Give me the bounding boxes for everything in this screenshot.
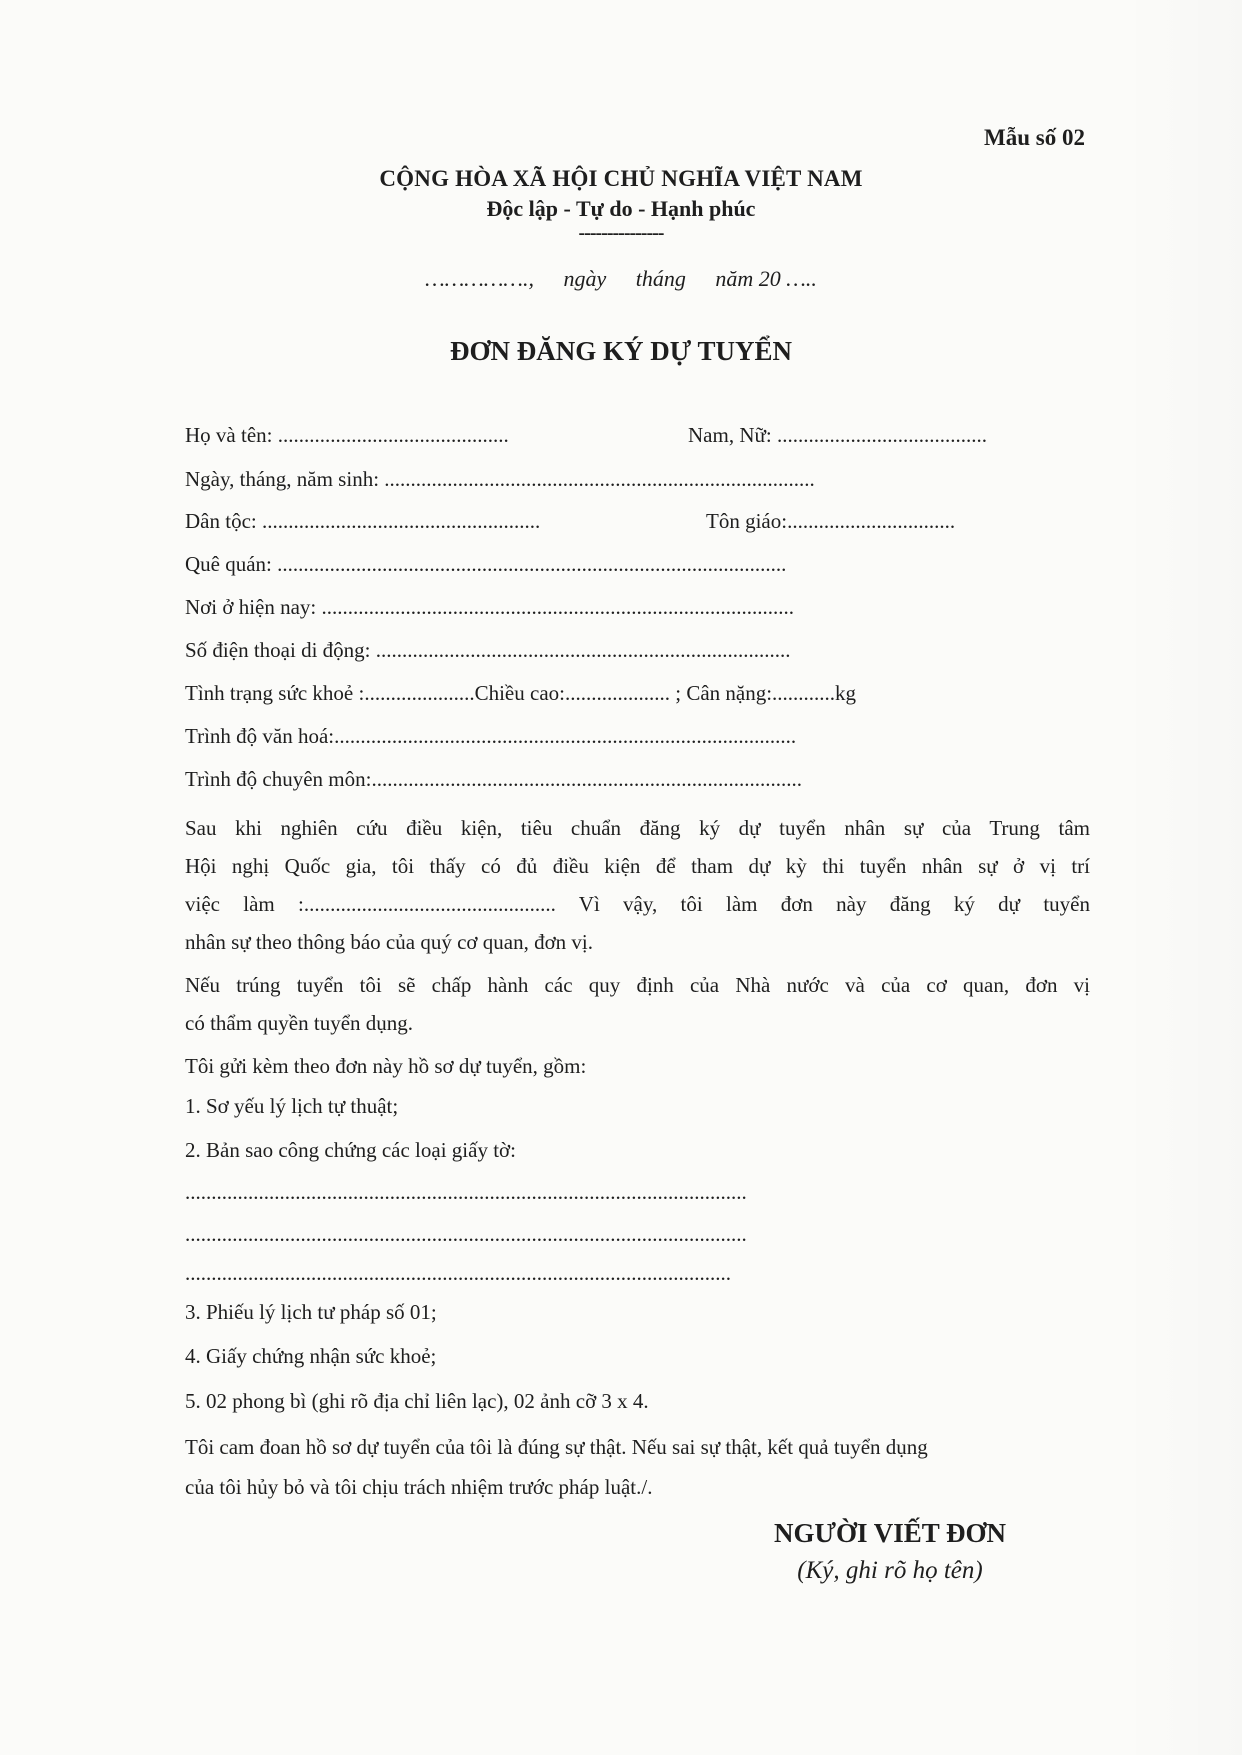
attachments-intro: Tôi gửi kèm theo đơn này hồ sơ dự tuyển, gồm: (185, 1054, 587, 1078)
national-title: CỘNG HÒA XÃ HỘI CHỦ NGHĨA VIỆT NAM (379, 166, 863, 191)
form-number: Mẫu số 02 (984, 125, 1085, 150)
field-education[interactable]: Trình độ văn hoá:........................................................................................ (185, 724, 797, 748)
field-health[interactable]: Tình trạng sức khoẻ :.....................Chiều cao:.................... ; Cân nặng:............kg (185, 681, 857, 705)
field-residence[interactable]: Nơi ở hiện nay: .......................................................................................... (185, 595, 795, 619)
attachment-item-5: 5. 02 phong bì (ghi rõ địa chỉ liên lạc), 02 ảnh cỡ 3 x 4. (185, 1389, 649, 1413)
field-birth-date[interactable]: Ngày, tháng, năm sinh: .................................................................................. (185, 467, 815, 491)
date-year: năm 20 ….. (715, 266, 817, 291)
attachment-item-3: 3. Phiếu lý lịch tư pháp số 01; (185, 1300, 437, 1324)
attachment-blank-line[interactable]: ........................................................................................................... (185, 1222, 747, 1246)
signature-title: NGƯỜI VIẾT ĐƠN (773, 1518, 1007, 1548)
field-full-name[interactable]: Họ và tên: ............................................ (185, 423, 509, 447)
date-month: tháng (635, 266, 686, 291)
field-job-position[interactable]: việc làm :................................................ Vì vậy, tôi làm đơn này đăng ký dự tuyển (185, 892, 1090, 916)
field-gender[interactable]: Nam, Nữ: ........................................ (688, 423, 987, 447)
paragraph-line: Hội nghị Quốc gia, tôi thấy có đủ điều kiện để tham dự kỳ thi tuyển nhân sự ở vị trí (185, 854, 1090, 878)
field-hometown[interactable]: Quê quán: ................................................................................................. (185, 552, 787, 576)
field-religion[interactable]: Tôn giáo:................................ (706, 509, 956, 533)
attachment-item-4: 4. Giấy chứng nhận sức khoẻ; (185, 1344, 437, 1368)
field-professional[interactable]: Trình độ chuyên môn:.................................................................................. (185, 767, 802, 791)
attachment-item-1: 1. Sơ yếu lý lịch tự thuật; (185, 1094, 399, 1118)
paragraph-line: Sau khi nghiên cứu điều kiện, tiêu chuẩn đăng ký dự tuyển nhân sự của Trung tâm (185, 816, 1090, 840)
paragraph-line: nhân sự theo thông báo của quý cơ quan, đơn vị. (185, 930, 594, 954)
header-divider: --------------- (578, 222, 664, 244)
form-title: ĐƠN ĐĂNG KÝ DỰ TUYỂN (449, 336, 792, 366)
attachment-blank-line[interactable]: ........................................................................................................... (185, 1180, 747, 1204)
field-ethnicity[interactable]: Dân tộc: ..................................................... (185, 509, 541, 533)
declaration-line: của tôi hủy bỏ và tôi chịu trách nhiệm trước pháp luật./. (185, 1475, 653, 1499)
attachment-blank-line[interactable]: ........................................................................................................ (185, 1261, 731, 1285)
scan-edge-shadow (1120, 0, 1242, 1755)
paragraph-line: Nếu trúng tuyển tôi sẽ chấp hành các quy định của Nhà nước và của cơ quan, đơn vị (185, 973, 1090, 997)
date-day: ngày (563, 266, 607, 291)
paragraph-line: có thẩm quyền tuyển dụng. (185, 1011, 414, 1035)
declaration-line: Tôi cam đoan hồ sơ dự tuyển của tôi là đúng sự thật. Nếu sai sự thật, kết quả tuyển dụng (185, 1435, 928, 1459)
field-phone[interactable]: Số điện thoại di động: ............................................................................... (185, 638, 791, 662)
attachment-item-2: 2. Bản sao công chứng các loại giấy tờ: (185, 1138, 516, 1162)
date-place: ……………., (425, 266, 534, 291)
signature-instruction: (Ký, ghi rõ họ tên) (797, 1557, 983, 1584)
date-line (0, 266, 1242, 292)
national-motto: Độc lập - Tự do - Hạnh phúc (486, 196, 756, 221)
